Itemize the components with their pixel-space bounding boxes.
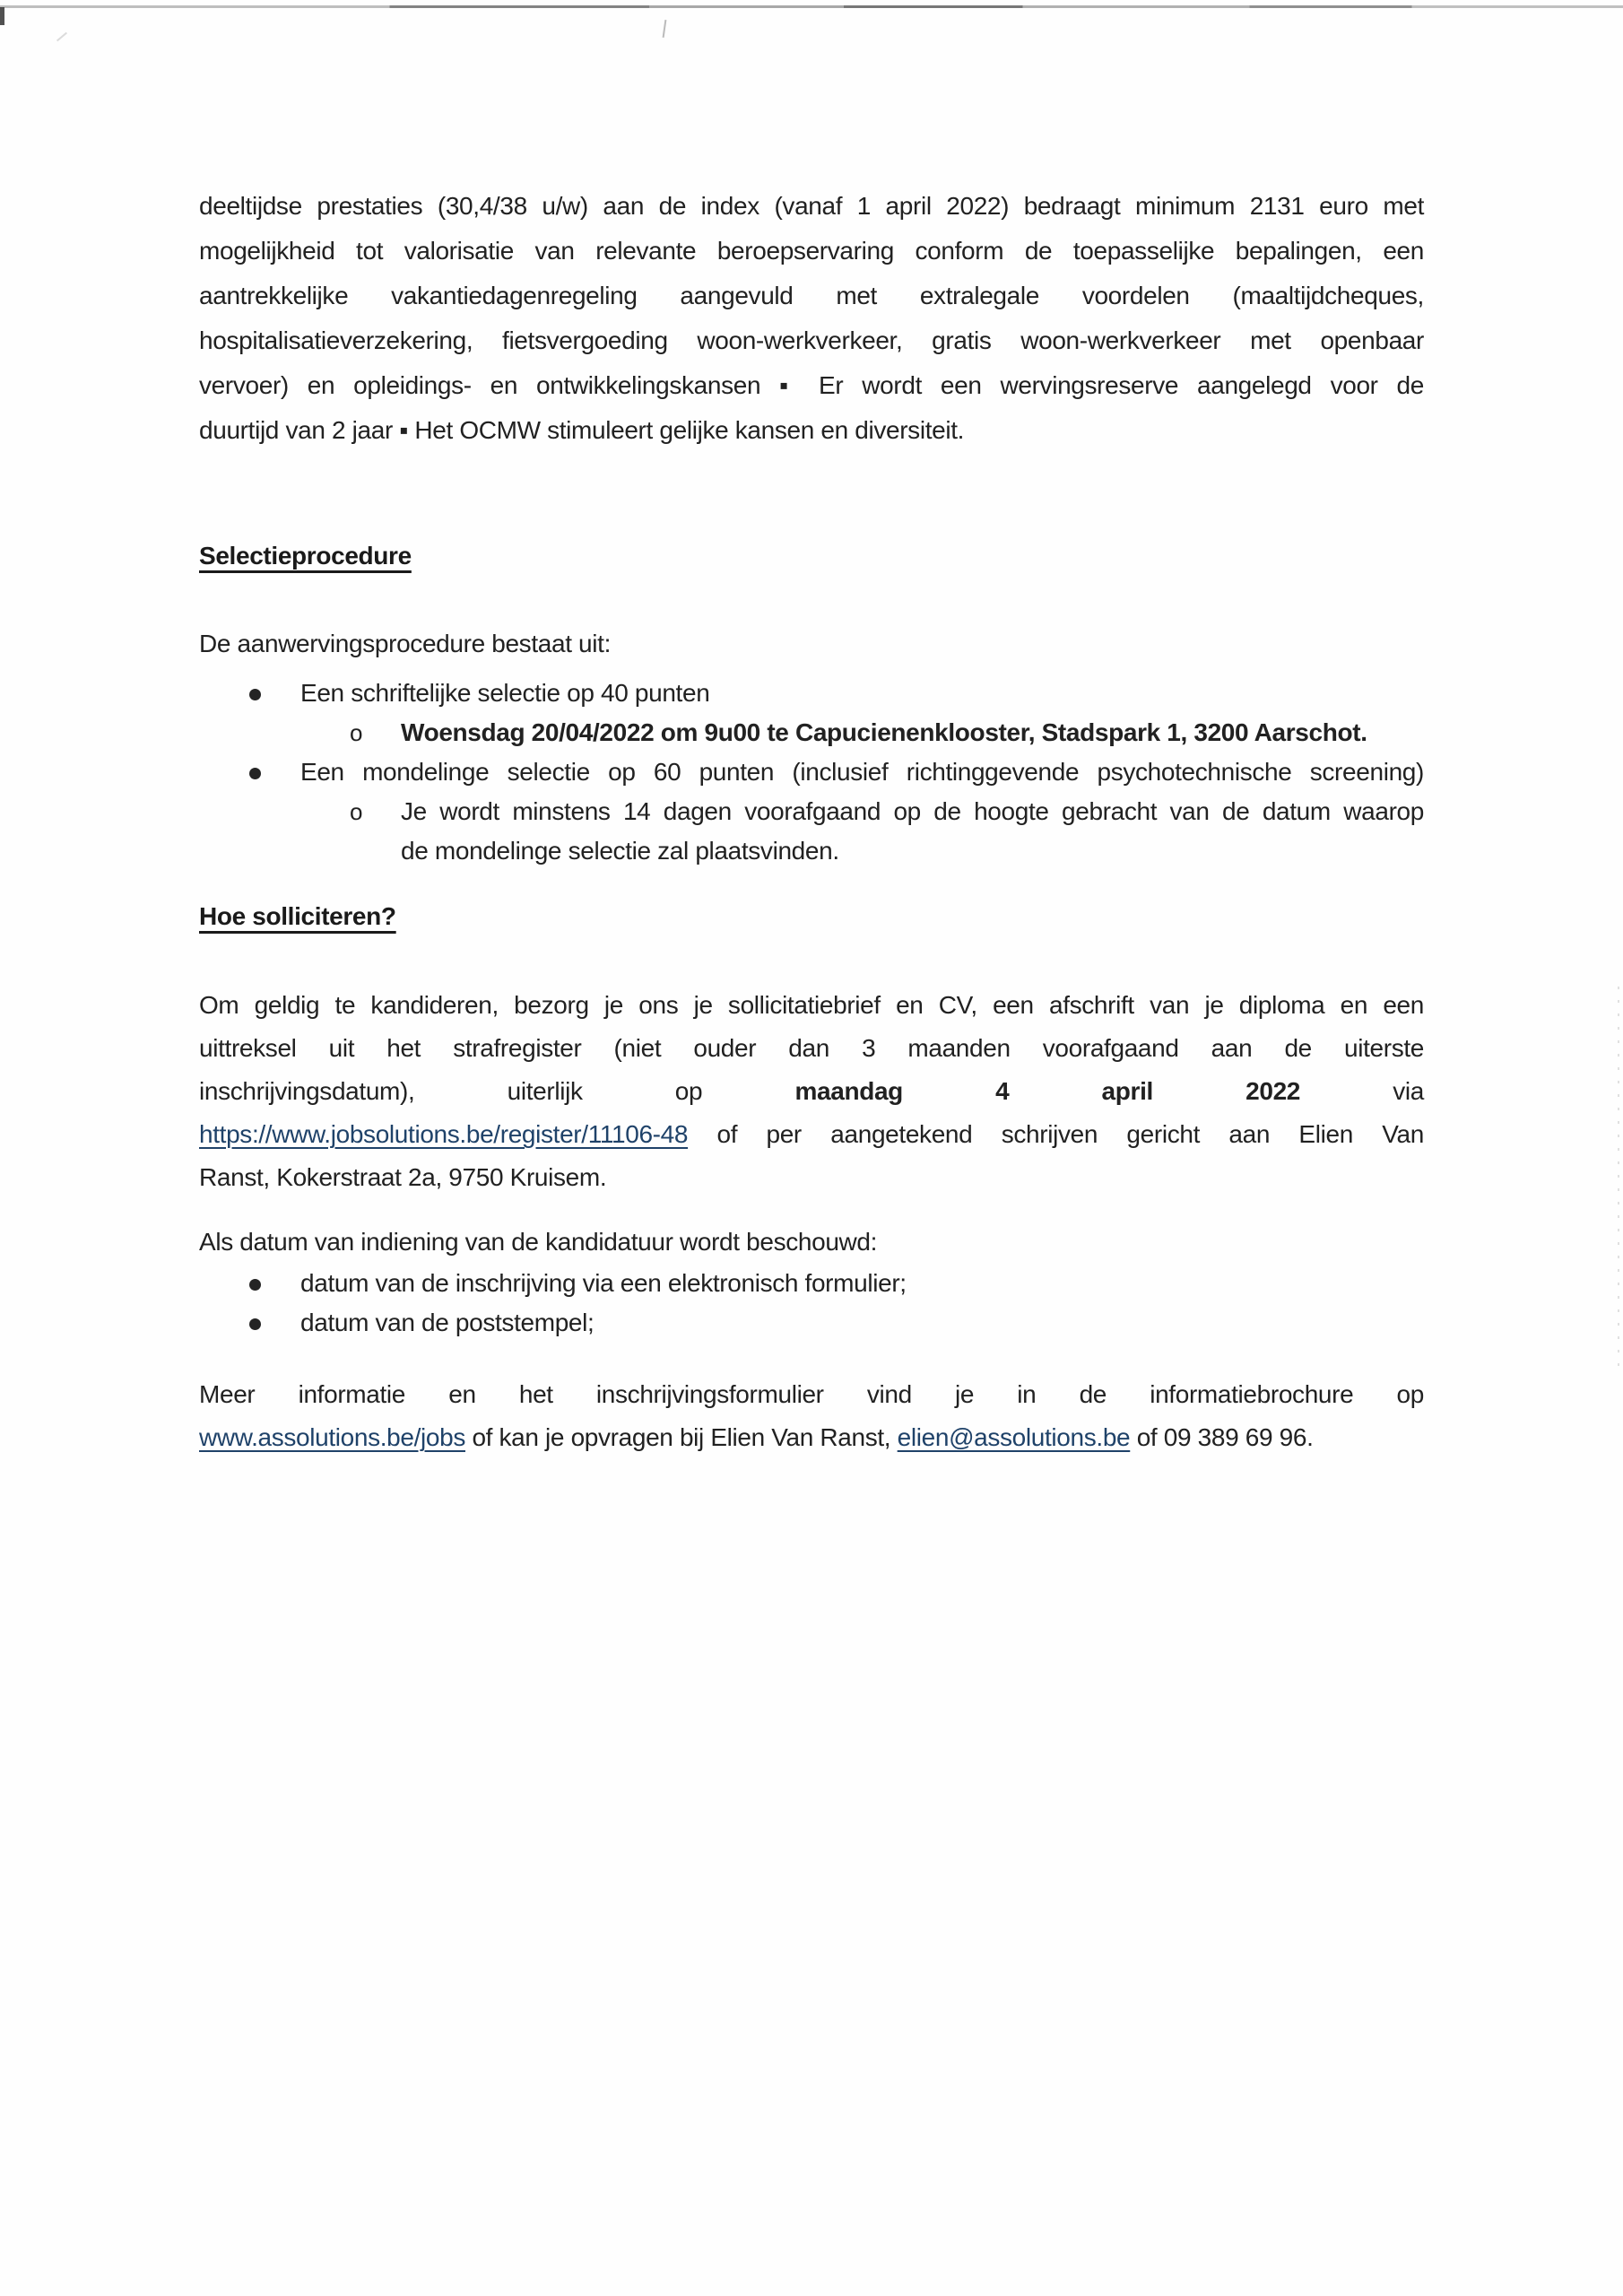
list-item <box>199 1264 1424 1303</box>
bullet-dot-icon <box>249 1264 300 1303</box>
text-segment: via <box>1393 1077 1424 1105</box>
scan-artifact-slash <box>56 32 67 42</box>
scan-edge-noise <box>1618 987 1619 1372</box>
solliciteren-paragraph <box>199 984 1424 1199</box>
list-item <box>199 752 1424 792</box>
list-item-text <box>401 792 1424 871</box>
list-item-sub <box>199 713 1424 752</box>
text-line: duurtijd van 2 jaar ▪ Het OCMW stimuleert gelijke kansen en diversiteit. <box>199 416 965 444</box>
selectie-lead-line: De aanwervingsprocedure bestaat uit: <box>199 630 612 657</box>
text-segment: uiterlijk op <box>507 1077 703 1105</box>
text-line: aantrekkelijke vakantiedagenregeling aangevuld met extralegale voordelen (maaltijdcheques, <box>199 282 1424 309</box>
heading-text: Hoe solliciteren? <box>199 902 396 930</box>
assolutions-jobs-link[interactable]: www.assolutions.be/jobs <box>199 1423 465 1451</box>
text-segment: of 09 389 69 96. <box>1136 1423 1314 1451</box>
text-line: mogelijkheid tot valorisatie van relevante beroepservaring conform de toepasselijke bepalingen, een <box>199 237 1424 265</box>
text-line: deeltijdse prestaties (30,4/38 u/w) aan de index (vanaf 1 april 2022) bedraagt minimum 2131 euro met <box>199 192 1424 220</box>
section-heading-hoe-solliciteren <box>199 894 1424 939</box>
text-line: vervoer) en opleidings- en ontwikkelingskansen ▪ Er wordt een wervingsreserve aangelegd voor de <box>199 371 1424 399</box>
list-item-sub <box>199 792 1424 871</box>
bullet-dot-icon <box>249 674 300 713</box>
exam-date-text: Woensdag 20/04/2022 om 9u00 te Capucienenklooster, Stadspark 1, 3200 Aarschot. <box>401 718 1367 746</box>
indiening-list <box>199 1264 1424 1343</box>
scan-edge-line <box>0 5 1623 8</box>
list-item <box>199 1303 1424 1343</box>
scan-artifact-mark <box>663 20 667 38</box>
text-line: Je wordt minstens 14 dagen voorafgaand op de hoogte gebracht van de datum waarop <box>401 797 1424 825</box>
bullet-dot-icon <box>249 1303 300 1343</box>
text-line: Om geldig te kandideren, bezorg je ons je sollicitatiebrief en CV, een afschrift van je diploma en een <box>199 991 1424 1019</box>
heading-text: Selectieprocedure <box>199 542 412 570</box>
section-heading-selectieprocedure <box>199 534 1424 578</box>
text-line: Ranst, Kokerstraat 2a, 9750 Kruisem. <box>199 1163 607 1191</box>
text-line: de mondelinge selectie zal plaatsvinden. <box>401 837 839 865</box>
text-line <box>199 1416 1424 1459</box>
text-segment: of kan je opvragen bij Elien Van Ranst, <box>472 1423 891 1451</box>
document-body <box>199 184 1424 1459</box>
indiening-lead-line: Als datum van indiening van de kandidatuur wordt beschouwd: <box>199 1228 878 1256</box>
deadline-bold-text: maandag 4 april 2022 <box>794 1077 1301 1105</box>
elien-email-link[interactable]: elien@assolutions.be <box>897 1423 1131 1451</box>
text-segment: inschrijvingsdatum), <box>199 1077 415 1105</box>
intro-paragraph <box>199 184 1424 453</box>
list-item-text: Een schriftelijke selectie op 40 punten <box>300 679 710 707</box>
text-line: hospitalisatieverzekering, fietsvergoeding woon-werkverkeer, gratis woon-werkverkeer met openbaar <box>199 326 1424 354</box>
text-line: Meer informatie en het inschrijvingsformulier vind je in de informatiebrochure op <box>199 1380 1424 1408</box>
meer-informatie-paragraph <box>199 1373 1424 1459</box>
text-line <box>199 1070 1424 1113</box>
bullet-circle-icon: o <box>350 719 363 746</box>
list-item-text: Een mondelinge selectie op 60 punten (inclusief richtinggevende psychotechnische screening) <box>300 758 1424 786</box>
text-line <box>199 1113 1424 1156</box>
bullet-dot-icon <box>249 752 300 792</box>
list-item-text: datum van de poststempel; <box>300 1309 595 1336</box>
list-item-text: datum van de inschrijving via een elektronisch formulier; <box>300 1269 907 1297</box>
selectie-list <box>199 674 1424 871</box>
jobsolutions-url-link[interactable]: https://www.jobsolutions.be/register/11106-48 <box>199 1120 689 1148</box>
list-item <box>199 674 1424 713</box>
text-line: uittreksel uit het strafregister (niet ouder dan 3 maanden voorafgaand aan de uiterste <box>199 1034 1424 1062</box>
bullet-circle-icon: o <box>350 798 363 825</box>
text-segment: of per aangetekend schrijven gericht aan Elien Van <box>716 1120 1424 1148</box>
scan-corner-mark <box>0 7 4 25</box>
